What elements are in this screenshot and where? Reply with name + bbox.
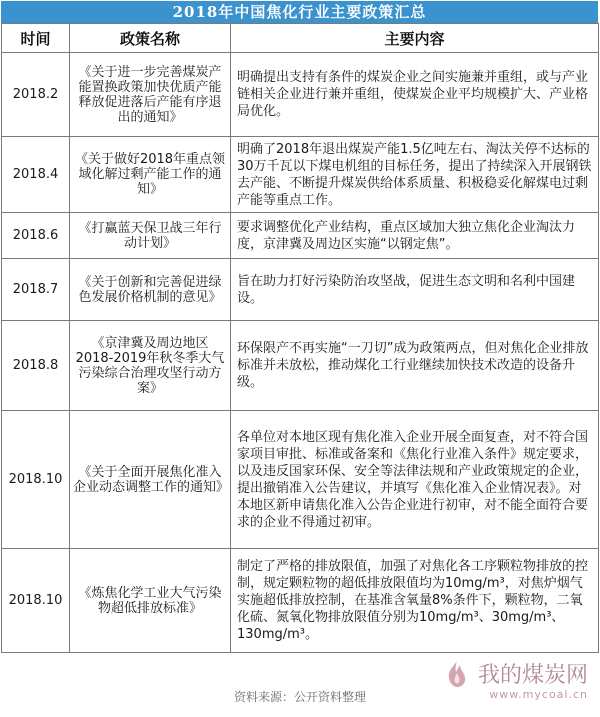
- row-date: 2018.7: [2, 259, 70, 321]
- watermark: [442, 658, 588, 701]
- watermark-text: 我的煤炭网: [477, 663, 588, 688]
- row-policy-name: 《关于进一步完善煤炭产能置换政策加快优质产能释放促进落后产能有序退出的通知》: [70, 53, 231, 137]
- row-content: 制定了严格的排放限值，加强了对焦化各工序颗粒物排放的控制，规定颗粒物的超低排放限值均为10mg/m³，对焦炉烟气实施超低排放控制，在基准含氧量8%条件下，颗粒物，二氧化硫、氮氧化物排放限值分别为10mg/m³、30mg/m³、130mg/m³。: [231, 549, 599, 653]
- flame-icon: [442, 659, 472, 689]
- row-date: 2018.6: [2, 213, 70, 259]
- watermark-url: www.mycoal.cn: [489, 688, 588, 701]
- source-note: 资料来源：公开资料整理: [233, 690, 366, 704]
- row-policy-name: 《炼焦化学工业大气污染物超低排放标准》: [70, 549, 231, 653]
- header-date: 时间: [2, 24, 70, 53]
- table-row: [2, 321, 599, 411]
- policy-table: [1, 23, 599, 653]
- row-date: 2018.8: [2, 321, 70, 411]
- row-policy-name: 《关于全面开展焦化准入企业动态调整工作的通知》: [70, 411, 231, 549]
- row-content: 明确提出支持有条件的煤炭企业之间实施兼并重组，或与产业链相关企业进行兼并重组，使煤炭企业平均规模扩大、产业格局优化。: [231, 53, 599, 137]
- table-row: [2, 411, 599, 549]
- header-policy-name: 政策名称: [70, 24, 231, 53]
- table-row: [2, 259, 599, 321]
- table-row: [2, 53, 599, 137]
- row-content: 旨在助力打好污染防治攻坚战，促进生态文明和名利中国建设。: [231, 259, 599, 321]
- row-policy-name: 《京津冀及周边地区2018-2019年秋冬季大气污染综合治理攻坚行动方案》: [70, 321, 231, 411]
- table-header-row: [2, 24, 599, 53]
- row-content: 各单位对本地区现有焦化准入企业开展全面复查，对不符合国家项目审批、标准或备案和《焦化行业准入条件》规定要求，以及违反国家环保、安全等法律法规和产业政策规定的企业，提出撤销准入公告建议，并填写《焦化准入企业情况表》。对本地区新申请焦化准入公告企业进行初审，对不能全面符合要求的企业不得通过初审。: [231, 411, 599, 549]
- table-row: [2, 213, 599, 259]
- table-row: [2, 137, 599, 213]
- row-policy-name: 《关于创新和完善促进绿色发展价格机制的意见》: [70, 259, 231, 321]
- row-date: 2018.4: [2, 137, 70, 213]
- row-content: 明确了2018年退出煤炭产能1.5亿吨左右、淘汰关停不达标的30万千瓦以下煤电机组的目标任务，提出了持续深入开展钢铁去产能、不断提升煤炭供给体系质量、积极稳妥化解煤电过剩产能等重点工作。: [231, 137, 599, 213]
- row-date: 2018.2: [2, 53, 70, 137]
- row-date: 2018.10: [2, 549, 70, 653]
- table-title: 2018年中国焦化行业主要政策汇总: [1, 1, 598, 23]
- header-main-content: 主要内容: [231, 24, 599, 53]
- table-row: [2, 549, 599, 653]
- row-content: 要求调整优化产业结构，重点区域加大独立焦化企业淘汰力度，京津冀及周边区实施“以钢定焦”。: [231, 213, 599, 259]
- row-policy-name: 《关于做好2018年重点领域化解过剩产能工作的通知》: [70, 137, 231, 213]
- row-policy-name: 《打赢蓝天保卫战三年行动计划》: [70, 213, 231, 259]
- row-date: 2018.10: [2, 411, 70, 549]
- row-content: 环保限产不再实施“一刀切”成为政策两点，但对焦化企业排放标准并未放松，推动煤化工行业继续加快技术改造的设备升级。: [231, 321, 599, 411]
